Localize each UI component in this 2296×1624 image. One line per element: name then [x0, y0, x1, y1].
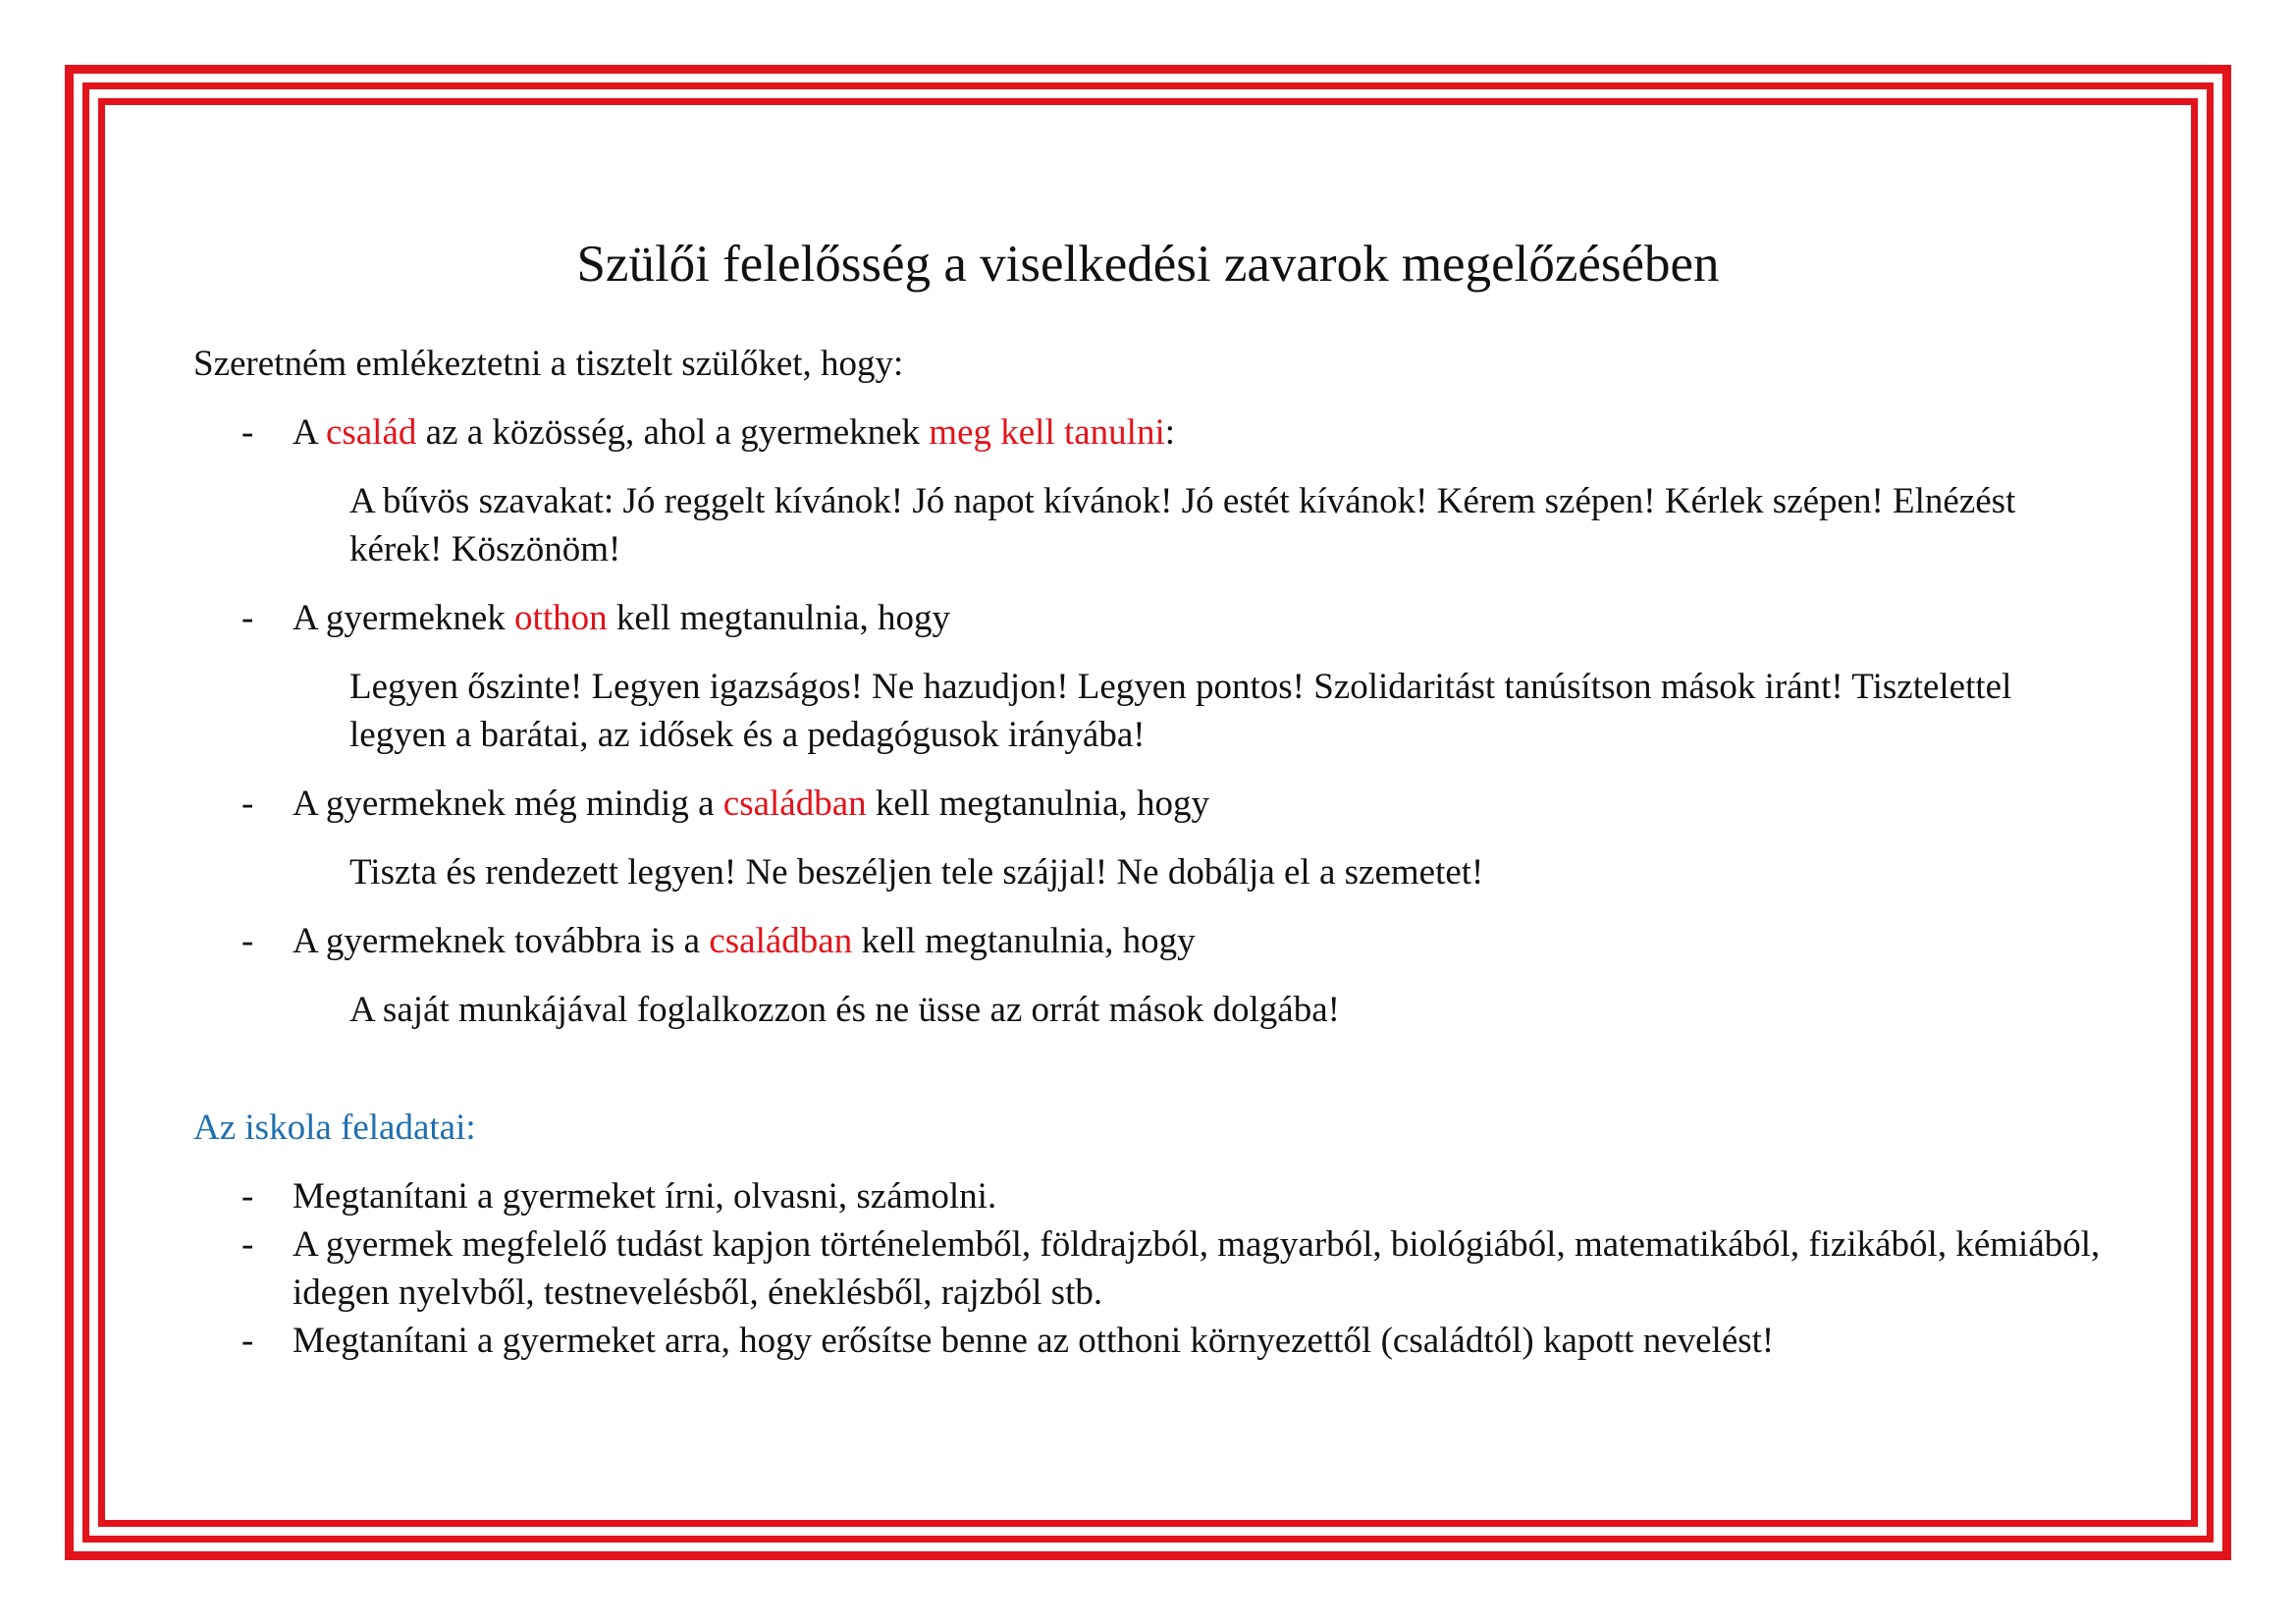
bullet-dash: - — [241, 1321, 254, 1361]
item-text: : — [1164, 412, 1176, 453]
intro-text: Szeretném emlékeztetni a tisztelt szülőket, hogy: — [193, 344, 904, 384]
highlight-text: otthon — [514, 598, 608, 638]
item-detail: Legyen őszinte! Legyen igazságos! Ne hazudjon! Legyen pontos! Szolidaritást tanúsítson mások iránt! Tisztelettel legyen a barátai, az idősek és a pedagógusok irányába! — [349, 667, 2012, 755]
item-text: Megtanítani a gyermeket arra, hogy erősítse benne az otthoni környezettől (családtól) kapott nevelést! — [293, 1321, 1775, 1361]
list-item — [193, 1220, 2117, 1317]
bullet-dash: - — [241, 598, 254, 638]
list-item — [193, 1317, 2117, 1365]
highlight-text: családban — [722, 784, 867, 824]
bullet-dash: - — [241, 1176, 254, 1217]
document-body — [193, 340, 2117, 1365]
highlight-text: meg kell tanulni — [929, 412, 1165, 453]
item-detail: A bűvös szavakat: Jó reggelt kívánok! Jó napot kívánok! Jó estét kívánok! Kérem szépen! Kérlek szépen! Elnézést kérek! Köszönöm! — [349, 481, 2016, 569]
page-title: Szülői felelősség a viselkedési zavarok megelőzésében — [576, 235, 1720, 293]
school-section — [193, 1172, 2117, 1365]
item-text: kell megtanulnia, hogy — [866, 784, 1210, 824]
item-text: Megtanítani a gyermeket írni, olvasni, számolni. — [293, 1176, 997, 1217]
item-text: az a közösség, ahol a gyermeknek — [416, 412, 930, 453]
list-item — [193, 780, 2117, 828]
family-section — [193, 408, 2117, 1034]
item-detail: A saját munkájával foglalkozzon és ne üsse az orrát mások dolgába! — [349, 990, 1340, 1030]
list-item — [193, 917, 2117, 965]
item-text: A gyermeknek még mindig a — [293, 784, 723, 824]
list-item — [193, 594, 2117, 642]
bullet-dash: - — [241, 921, 254, 961]
bullet-dash: - — [241, 1224, 254, 1265]
item-text: A — [293, 412, 326, 453]
item-text: A gyermeknek — [293, 598, 515, 638]
item-text: kell megtanulnia, hogy — [852, 921, 1196, 961]
item-text: A gyermek megfelelő tudást kapjon történelemből, földrajzból, magyarból, biológiából, matematikából, fizikából, kémiából, idegen nyelvből, testnevelésből, éneklésből, rajzból stb. — [293, 1224, 2101, 1313]
list-item — [193, 1172, 2117, 1220]
item-text: A gyermeknek továbbra is a — [293, 921, 710, 961]
school-heading: Az iskola feladatai: — [193, 1108, 476, 1148]
bullet-dash: - — [241, 412, 254, 453]
highlight-text: családban — [709, 921, 853, 961]
item-detail: Tiszta és rendezett legyen! Ne beszéljen tele szájjal! Ne dobálja el a szemetet! — [349, 852, 1484, 893]
bullet-dash: - — [241, 784, 254, 824]
highlight-text: család — [325, 412, 417, 453]
list-item — [193, 408, 2117, 457]
item-text: kell megtanulnia, hogy — [607, 598, 950, 638]
